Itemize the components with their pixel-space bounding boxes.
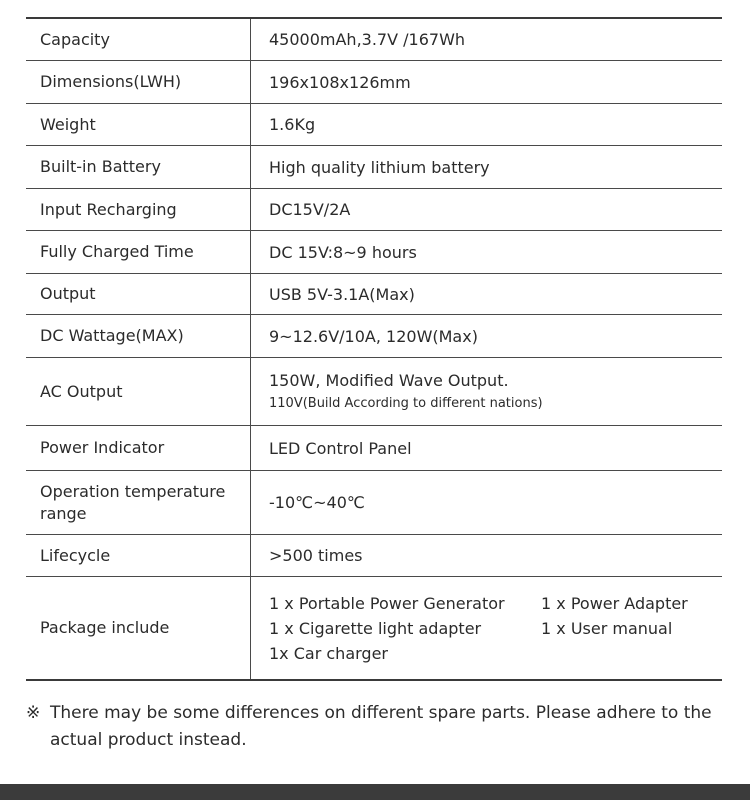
spec-value: 9~12.6V/10A, 120W(Max)	[269, 326, 478, 346]
package-list	[251, 577, 722, 679]
spec-value-group	[251, 358, 722, 425]
spec-value: High quality lithium battery	[269, 157, 490, 177]
spec-row-input	[26, 189, 722, 231]
spec-row-output	[26, 274, 722, 315]
package-item: 1 x Portable Power Generator	[269, 593, 505, 613]
spec-value: 150W, Modified Wave Output.	[269, 371, 509, 390]
spec-row-package	[26, 577, 722, 679]
spec-label: Operation temperature range	[26, 471, 251, 534]
spec-value: USB 5V-3.1A(Max)	[269, 284, 415, 304]
spec-label: Power Indicator	[26, 426, 251, 470]
package-line	[269, 591, 722, 616]
spec-row-dc-wattage	[26, 315, 722, 358]
note-text-continued: actual product instead.	[50, 730, 247, 750]
package-item: 1 x Cigarette light adapter	[269, 618, 482, 638]
spec-label: Capacity	[26, 19, 251, 60]
reference-mark-icon: ※	[26, 703, 41, 723]
spec-row-charge-time	[26, 231, 722, 274]
spec-label: Input Recharging	[26, 189, 251, 230]
spec-row-ac-output	[26, 358, 722, 426]
spec-row-battery	[26, 146, 722, 189]
package-item: 1x Car charger	[269, 643, 388, 663]
spec-label: DC Wattage(MAX)	[26, 315, 251, 357]
spec-row-lifecycle	[26, 535, 722, 577]
spec-label: Output	[26, 274, 251, 314]
spec-row-temperature	[26, 471, 722, 535]
spec-value: LED Control Panel	[269, 438, 412, 458]
package-item: 1 x Power Adapter	[541, 593, 688, 613]
package-line	[269, 616, 722, 641]
footer-bar	[0, 784, 750, 800]
spec-label: Lifecycle	[26, 535, 251, 576]
package-line	[269, 641, 722, 666]
spec-value: DC 15V:8~9 hours	[269, 242, 417, 262]
spec-value: 45000mAh,3.7V /167Wh	[269, 30, 466, 49]
spec-row-power-indicator	[26, 426, 722, 471]
spec-row-capacity	[26, 19, 722, 61]
spec-label: Dimensions(LWH)	[26, 61, 251, 103]
spec-value: 196x108x126mm	[269, 72, 411, 92]
spec-value: 1.6Kg	[269, 115, 316, 134]
spec-value: >500 times	[269, 546, 363, 565]
spec-subvalue: 110V(Build According to different nations)	[269, 396, 543, 411]
spec-table	[26, 17, 722, 681]
spec-value: DC15V/2A	[269, 200, 351, 219]
spec-row-dimensions	[26, 61, 722, 104]
spec-row-weight	[26, 104, 722, 146]
note-text: There may be some differences on different spare parts. Please adhere to the	[50, 703, 712, 723]
spec-label: Built-in Battery	[26, 146, 251, 188]
spec-label: AC Output	[26, 358, 251, 425]
spec-label: Package include	[26, 577, 251, 679]
spec-label: Weight	[26, 104, 251, 145]
spec-label: Fully Charged Time	[26, 231, 251, 273]
disclaimer-note	[26, 700, 726, 754]
spec-value: -10℃~40℃	[269, 493, 365, 512]
package-item: 1 x User manual	[541, 618, 673, 638]
note-line	[26, 700, 726, 727]
